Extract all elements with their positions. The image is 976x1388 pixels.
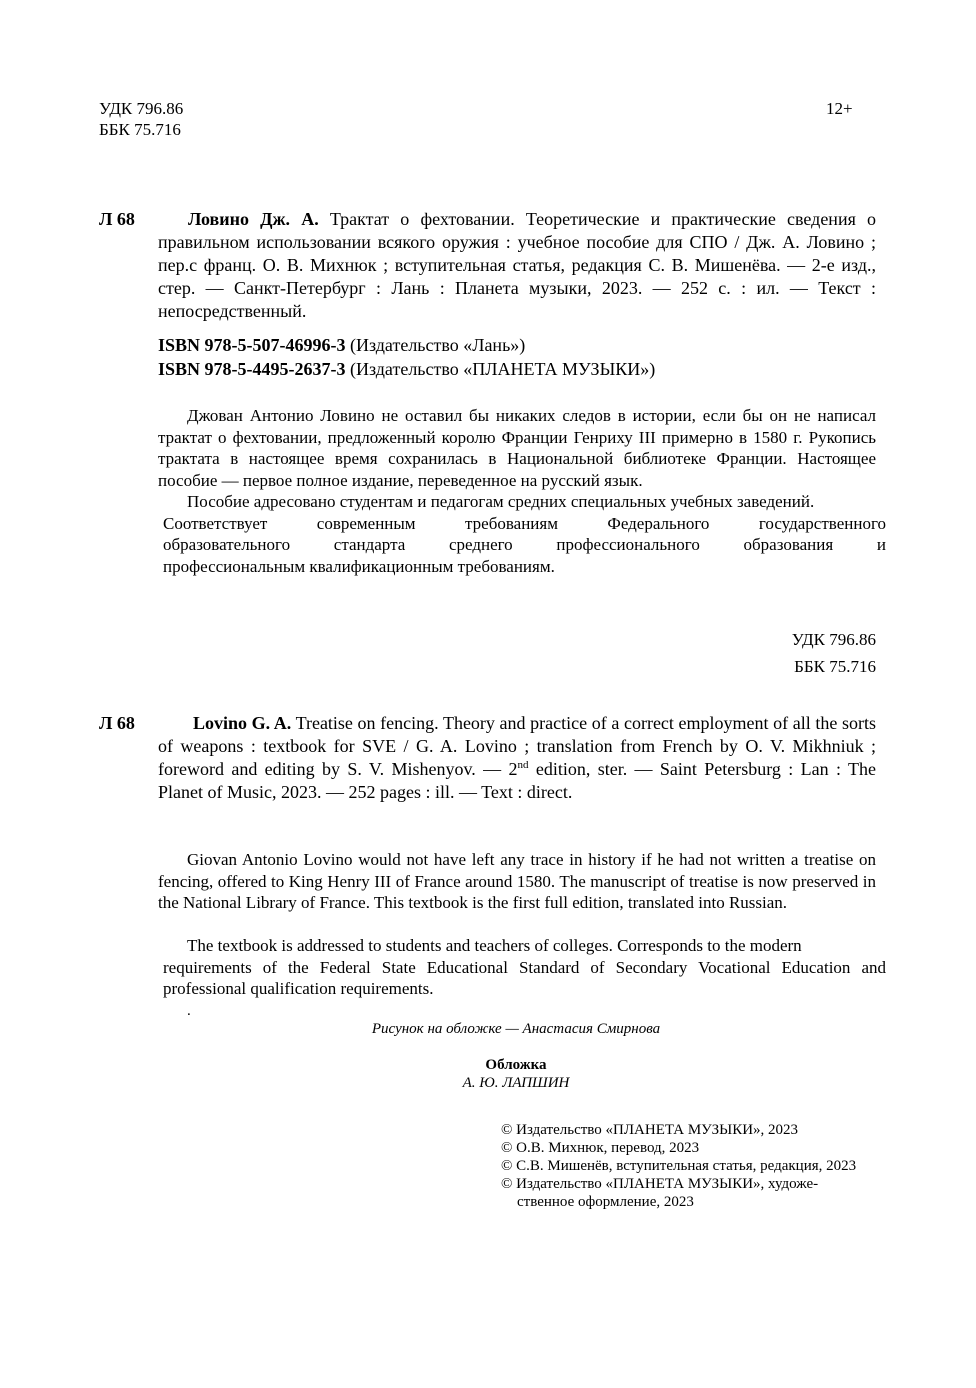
record-description-ru: Трактат о фехтовании. Теоретические и практические сведения о правильном использовании всякого оружия : учебное пособие для СПО / Дж. А. Ловино ; пер.с франц. О. В. Михнюк ; вступительная статья, редакция С. В. Мишенёва. — 2-е изд., стер. — Санкт-Петербург : Лань : Планета музыки, 2023. — 252 с. : ил. — Текст : непосредственный.: [158, 209, 876, 321]
annotation-ru-2-line: Пособие адресовано студентам и педагогам средних специальных учебных заведений.: [187, 492, 815, 511]
isbn-number-2: ISBN 978-5-4495-2637-3: [158, 359, 346, 379]
isbn-number-1: ISBN 978-5-507-46996-3: [158, 335, 346, 355]
copyright-line: © Издательство «ПЛАНЕТА МУЗЫКИ», художе-: [501, 1176, 819, 1192]
annotation-ru-2-line: образовательного стандарта среднего профессионального образования и: [163, 535, 886, 554]
annotation-en-2: [163, 935, 886, 1000]
copyright-line: © О.В. Михнюк, перевод, 2023: [501, 1140, 700, 1156]
annotation-ru-2-line: Соответствует современным требованиям Федерального государственного: [163, 513, 886, 533]
copyright-block: [501, 1121, 901, 1211]
annotation-ru-2-line: профессиональным квалификационным требованиям.: [163, 556, 555, 576]
record-author-en: Lovino G. A.: [193, 713, 292, 733]
copyright-line: © Издательство «ПЛАНЕТА МУЗЫКИ», 2023: [501, 1122, 799, 1138]
cover-designer: А. Ю. ЛАПШИН: [462, 1075, 570, 1091]
record-description-en: Treatise on fencing. Theory and practice of a correct employment of all the sorts of weapons : textbook for SVE / G. A. Lovino ; translation from French by O. V. Mikhniuk ; foreword and editing by S. V. Mishenyov. — 2: [158, 713, 876, 779]
record-text-ru: [158, 208, 876, 323]
record-description-en-rest: edition, ster. — Saint Petersburg : Lan : The Planet of Music, 2023. — 252 pages : ill. — Text : direct.: [158, 759, 876, 802]
cover-label: Обложка: [485, 1057, 547, 1073]
bbk-code-en: ББК 75.716: [794, 657, 876, 676]
annotation-ru-2: [163, 491, 886, 577]
udk-code: УДК 796.86: [99, 99, 184, 118]
copyright-line: ственное оформление, 2023: [517, 1194, 694, 1210]
annotation-en-1: Giovan Antonio Lovino would not have left any trace in history if he had not written a treatise on fencing, offered to King Henry III of France around 1580. The manuscript of treatise is now preserved in the National Library of France. This textbook is the first full edition, translated into Russian.: [158, 850, 876, 912]
stray-dot: .: [187, 1003, 191, 1019]
copyright-line: © С.В. Мишенёв, вступительная статья, редакция, 2023: [501, 1158, 857, 1174]
record-text-en: [158, 712, 876, 804]
age-rating: 12+: [826, 99, 853, 118]
udk-code-en: УДК 796.86: [791, 630, 876, 649]
annotation-en-2-line: professional qualification requirements.: [163, 979, 434, 998]
cover-art-credit: Рисунок на обложке — Анастасия Смирнова: [371, 1021, 661, 1037]
isbn-line-1: [158, 334, 525, 357]
isbn-publisher-1: (Издательство «Лань»): [350, 335, 526, 355]
annotation-ru-1: Джован Антонио Ловино не оставил бы никаких следов в истории, если бы он не написал трактат о фехтовании, предложенный королю Франции Генриху III примерно в 1580 г. Рукопись трактата в настоящее время сохранилась в Национальной библиотеке Франции. Настоящее пособие — первое полное издание, переведенное на русский язык.: [158, 406, 876, 490]
isbn-publisher-2: (Издательство «ПЛАНЕТА МУЗЫКИ»): [350, 359, 656, 379]
record-code-en: Л 68: [99, 713, 135, 733]
bbk-code: ББК 75.716: [99, 120, 181, 139]
record-code-ru: Л 68: [99, 209, 135, 229]
annotation-en-2-line: requirements of the Federal State Educational Standard of Secondary Vocational Education and: [163, 957, 886, 977]
isbn-line-2: [158, 358, 655, 381]
edition-superscript: nd: [517, 759, 529, 771]
record-author-ru: Ловино Дж. А.: [188, 209, 319, 229]
annotation-en-2-line: The textbook is addressed to students and teachers of colleges. Corresponds to the modern: [187, 936, 802, 955]
